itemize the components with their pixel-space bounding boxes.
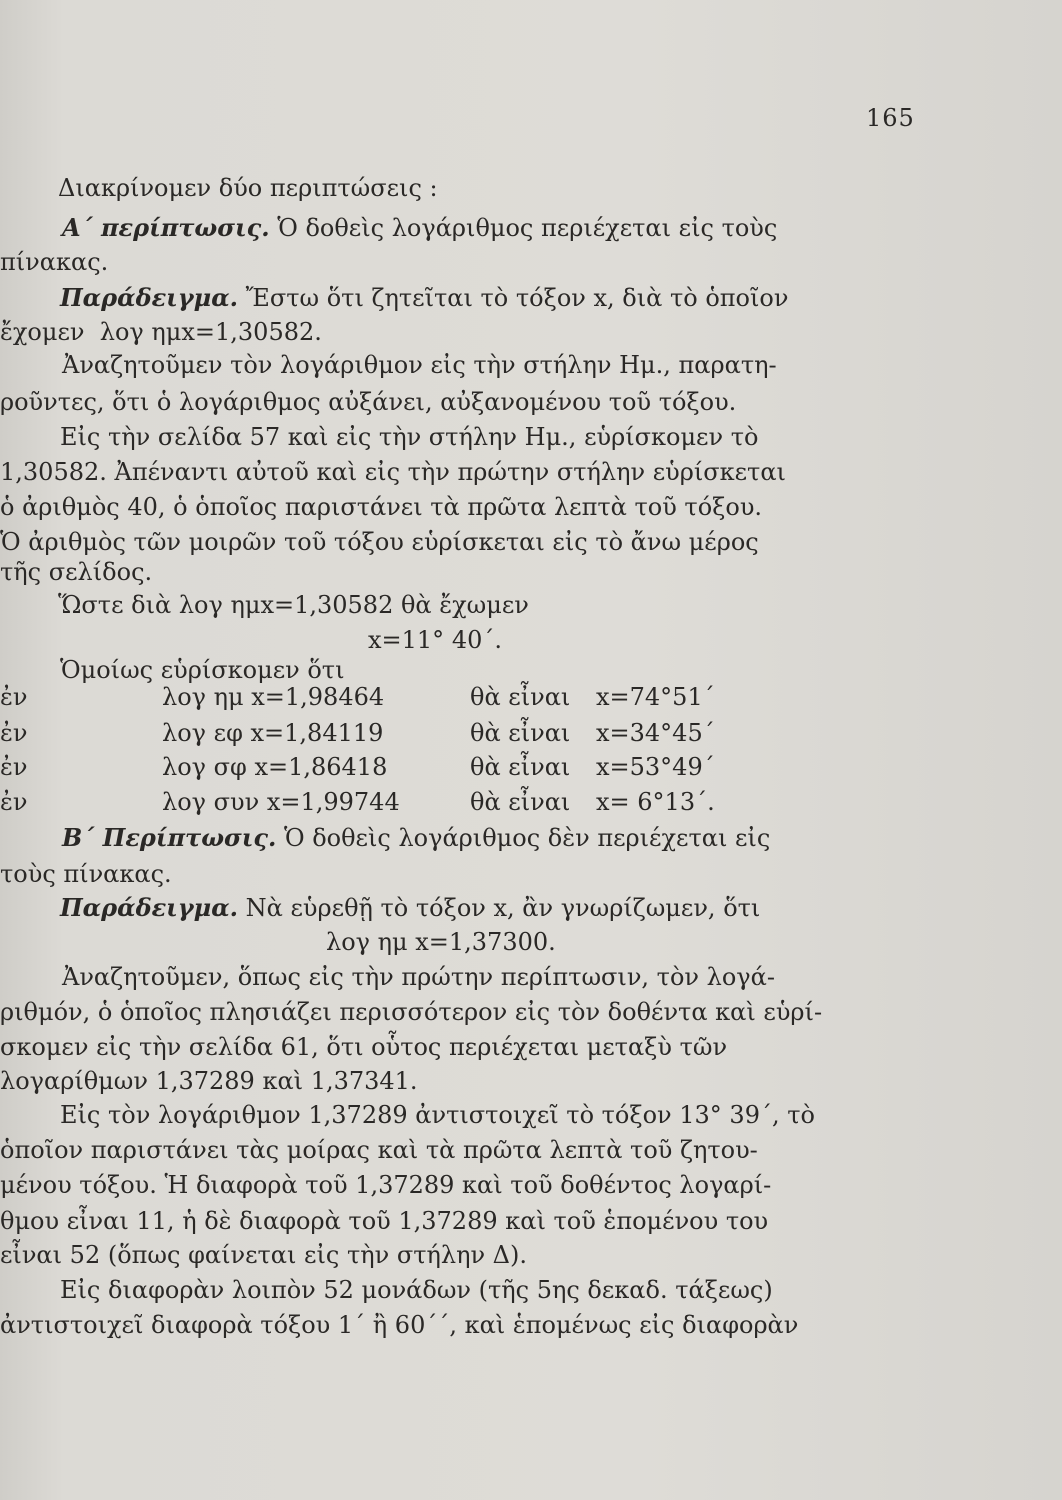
text-line bbox=[0, 247, 1062, 277]
line-text: ἀντιστοιχεῖ διαφορὰ τόξου 1΄ ἢ 60΄΄, καὶ ἑπομένως εἰς διαφορὰν bbox=[0, 1311, 799, 1339]
edge-fragment: ἐν bbox=[0, 753, 28, 781]
text-line bbox=[0, 387, 1062, 417]
edge-fragment: ἐν bbox=[0, 788, 28, 816]
connector-cell: θὰ εἶναι bbox=[470, 788, 571, 816]
text-line bbox=[58, 590, 1062, 620]
text-line bbox=[0, 557, 1062, 587]
line-text: ριθμόν, ὁ ὁποῖος πλησιάζει περισσότερον εἰς τὸν δοθέντα καὶ εὑρί- bbox=[0, 998, 823, 1026]
italic-heading: Παράδειγμα. bbox=[60, 893, 239, 922]
line-text: Ἀναζητοῦμεν τὸν λογάριθμον εἰς τὴν στήλην Ημ., παρατη- bbox=[62, 351, 777, 379]
line-text: Νὰ εὑρεθῇ τὸ τόξον x, ἂν γνωρίζωμεν, ὅτι bbox=[238, 894, 761, 922]
connector-cell: θὰ εἶναι bbox=[470, 719, 571, 747]
line-text: σκομεν εἰς τὴν σελίδα 61, ὅτι οὗτος περιέχεται μεταξὺ τῶν bbox=[0, 1033, 728, 1061]
line-text: εἶναι 52 (ὅπως φαίνεται εἰς τὴν στήλην Δ). bbox=[0, 1241, 528, 1269]
line-text: 1,30582. Ἀπέναντι αὐτοῦ καὶ εἰς τὴν πρώτην στήλην εὑρίσκεται bbox=[0, 458, 786, 486]
line-text: τοὺς πίνακας. bbox=[0, 860, 172, 888]
line-text: λογαρίθμων 1,37289 καὶ 1,37341. bbox=[0, 1067, 418, 1095]
table-row bbox=[0, 682, 1062, 712]
formula-cell: λογ σφ x=1,86418 bbox=[162, 753, 388, 781]
italic-heading: Παράδειγμα. bbox=[60, 283, 239, 312]
text-line bbox=[0, 1170, 1062, 1200]
text-line bbox=[62, 962, 1062, 992]
table-row bbox=[0, 752, 1062, 782]
text-line bbox=[60, 283, 1062, 313]
text-line bbox=[0, 1240, 1062, 1270]
result-cell: x=74°51΄ bbox=[596, 683, 715, 711]
line-text: ἔχομεν λογ ημx=1,30582. bbox=[0, 318, 322, 346]
line-text: τῆς σελίδος. bbox=[0, 558, 153, 586]
line-text: Ὁ δοθεὶς λογάριθμος περιέχεται εἰς τοὺς bbox=[269, 214, 778, 242]
result-cell: x=53°49΄ bbox=[596, 753, 715, 781]
text-line bbox=[0, 859, 1062, 889]
text-line bbox=[326, 927, 1062, 957]
text-line bbox=[0, 1135, 1062, 1165]
line-text: πίνακας. bbox=[0, 248, 109, 276]
text-line bbox=[0, 1066, 1062, 1096]
edge-fragment: ἐν bbox=[0, 683, 28, 711]
line-text: Ὥστε διὰ λογ ημx=1,30582 θὰ ἔχωμεν bbox=[58, 591, 529, 619]
connector-cell: θὰ εἶναι bbox=[470, 683, 571, 711]
formula-cell: λογ ημ x=1,98464 bbox=[162, 683, 385, 711]
text-line bbox=[60, 893, 1062, 923]
text-line bbox=[0, 492, 1062, 522]
line-text: Εἰς τὸν λογάριθμον 1,37289 ἀντιστοιχεῖ τὸ τόξον 13° 39΄, τὸ bbox=[60, 1101, 815, 1129]
formula-cell: λογ συν x=1,99744 bbox=[162, 788, 400, 816]
text-line bbox=[0, 1206, 1062, 1236]
line-text: θμου εἶναι 11, ἡ δὲ διαφορὰ τοῦ 1,37289 καὶ τοῦ ἑπομένου του bbox=[0, 1207, 769, 1235]
result-cell: x= 6°13΄. bbox=[596, 788, 715, 816]
connector-cell: θὰ εἶναι bbox=[470, 753, 571, 781]
line-text: ὁ ἀριθμὸς 40, ὁ ὁποῖος παριστάνει τὰ πρῶτα λεπτὰ τοῦ τόξου. bbox=[0, 493, 763, 521]
line-text: μένου τόξου. Ἡ διαφορὰ τοῦ 1,37289 καὶ τοῦ δοθέντος λογαρί- bbox=[0, 1171, 772, 1199]
text-line bbox=[0, 1310, 1062, 1340]
text-line bbox=[60, 655, 1062, 685]
text-line bbox=[60, 1275, 1062, 1305]
text-line bbox=[368, 625, 1062, 655]
text-line bbox=[58, 173, 1062, 203]
line-text: Εἰς τὴν σελίδα 57 καὶ εἰς τὴν στήλην Ημ., εὑρίσκομεν τὸ bbox=[60, 423, 759, 451]
text-line bbox=[0, 997, 1062, 1027]
text-line bbox=[60, 422, 1062, 452]
text-line bbox=[0, 317, 1062, 347]
text-line bbox=[0, 1032, 1062, 1062]
text-line bbox=[0, 527, 1062, 557]
line-text: Ὁ ἀριθμὸς τῶν μοιρῶν τοῦ τόξου εὑρίσκεται εἰς τὸ ἄνω μέρος bbox=[0, 528, 759, 556]
edge-fragment: ἐν bbox=[0, 719, 28, 747]
line-text: x=11° 40΄. bbox=[368, 626, 502, 654]
result-cell: x=34°45΄ bbox=[596, 719, 715, 747]
line-text: ροῦντες, ὅτι ὁ λογάριθμος αὐξάνει, αὐξανομένου τοῦ τόξου. bbox=[0, 388, 737, 416]
table-row bbox=[0, 718, 1062, 748]
line-text: Ἔστω ὅτι ζητεῖται τὸ τόξον x, διὰ τὸ ὁποῖον bbox=[238, 284, 789, 312]
line-text: λογ ημ x=1,37300. bbox=[326, 928, 556, 956]
line-text: Ὁ δοθεὶς λογάριθμος δὲν περιέχεται εἰς bbox=[276, 824, 771, 852]
line-text: Ἀναζητοῦμεν, ὅπως εἰς τὴν πρώτην περίπτωσιν, τὸν λογά- bbox=[62, 963, 775, 991]
text-line bbox=[62, 213, 1062, 243]
line-text: Ὁμοίως εὑρίσκομεν ὅτι bbox=[60, 656, 345, 684]
italic-heading: Β΄ Περίπτωσις. bbox=[62, 823, 277, 852]
table-row bbox=[0, 787, 1062, 817]
text-line bbox=[62, 350, 1062, 380]
text-line bbox=[0, 457, 1062, 487]
text-line bbox=[62, 823, 1062, 853]
formula-cell: λογ εφ x=1,84119 bbox=[162, 719, 384, 747]
text-line bbox=[60, 1100, 1062, 1130]
page-number: 165 bbox=[866, 104, 915, 132]
line-text: ὁποῖον παριστάνει τὰς μοίρας καὶ τὰ πρῶτα λεπτὰ τοῦ ζητου- bbox=[0, 1136, 758, 1164]
line-text: Διακρίνομεν δύο περιπτώσεις : bbox=[58, 174, 438, 202]
line-text: Εἰς διαφορὰν λοιπὸν 52 μονάδων (τῆς 5ης δεκαδ. τάξεως) bbox=[60, 1276, 773, 1304]
italic-heading: Α΄ περίπτωσις. bbox=[62, 213, 270, 242]
